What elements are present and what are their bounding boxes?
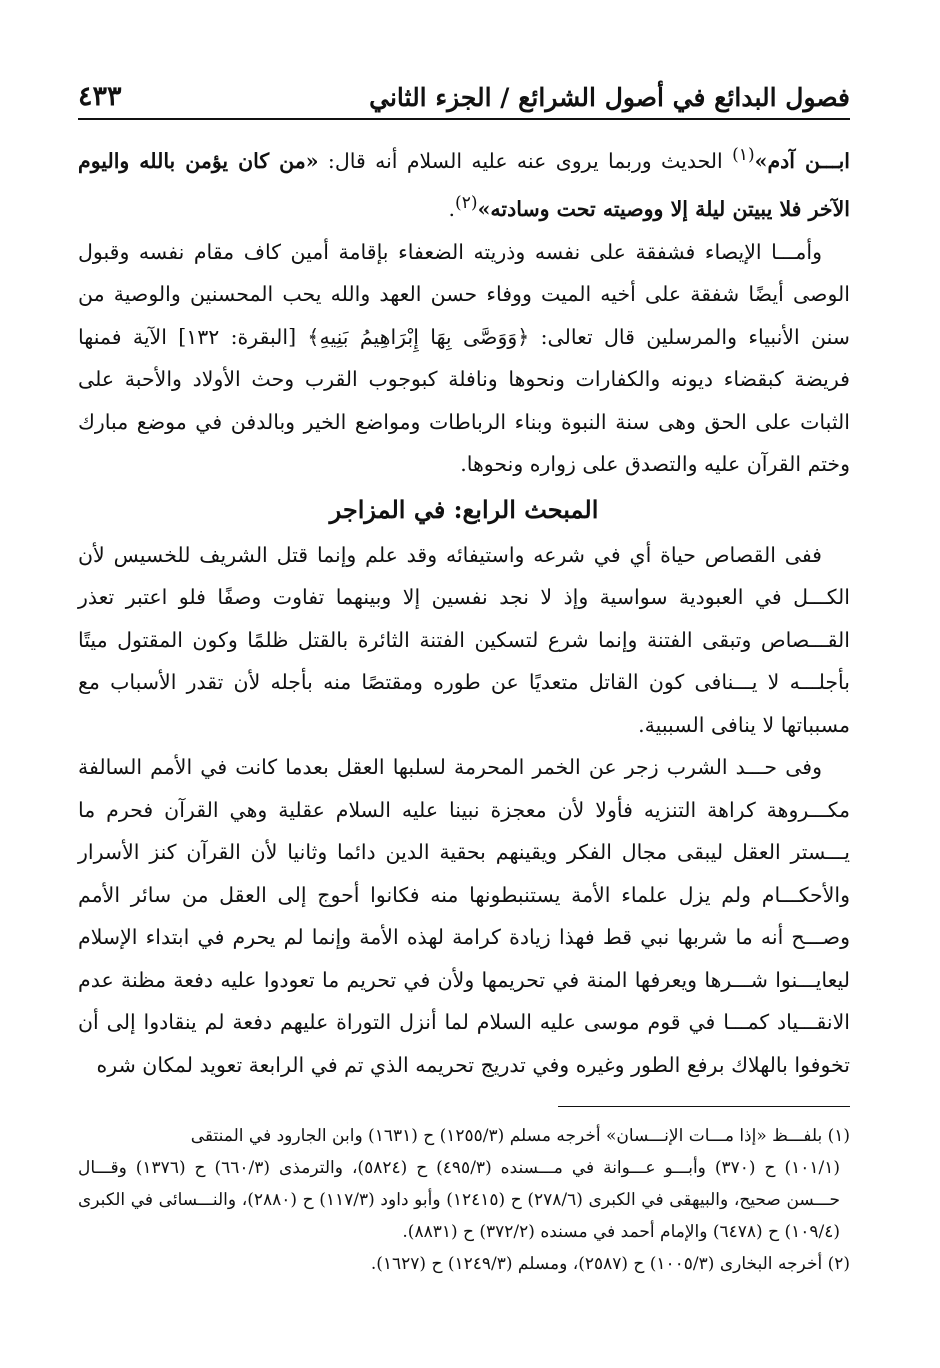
paragraph-2: وأمـــا الإيصاء فشفقة على نفسه وذريته الضعفاء بإقامة أمين كاف مقام نفسه وقبول الوصى أيضًا شفقة على أخيه الميت ووفاء حسن العهد والله يحب المحسنين والوصية من سنن الأنبياء والمرسلين قال تعالى: ﴿وَوَصَّى بِهَا إِبْرَاهِيمُ بَنِيهِ﴾ [البقرة: ١٣٢] الآية فمنها فريضة كبقضاء ديونه والكفارات ونحوها ونافلة كبوجوب القرب وحث الأولاد والأحبة على الثبات على الحق وهى سنة النبوة وبناء الرباطات ومواضع الخير وبالدفن في موضع مبارك وختم القرآن عليه والتصدق على زواره ونحوها.: [78, 239, 850, 477]
footnote-ref-2: (٢): [455, 193, 478, 214]
paragraph-1: [78, 134, 850, 231]
main-text: [78, 134, 850, 1086]
footnote-1-continuation: (١٠١/١) ح (٣٧٠) وأبـــو عـــوانة في مـــسنده (٤٩٥/٣) ح (٥٨٢٤)، والترمذى (٦٦٠/٣) ح (١٣٧٦) وقـــال حـــسن صحيح، والبيهقى في الكبرى (٢٧٨/٦) ح (١٢٤١٥) وأبو داود (١١٧/٣) ح (٢٨٨٠)، والنـــسائى في الكبرى (١٠٩/٤) ح (٦٤٧٨) والإمام أحمد في مسنده (٣٧٢/٢) ح (٨٨٣١).: [78, 1158, 841, 1242]
running-header: [78, 68, 850, 112]
paragraph-3: ففى القصاص حياة أي في شرعه واستيفائه وقد علم وإنما قتل الشريف للخسيس لأن الكـــل في العبودية سواسية وإذ لا نجد نفسين إلا وبينهما تفاوت وصفًا فلو اعتبر تعذر القـــصاص وتبقى الفتنة وإنما شرع لتسكين الفتنة الثائرة بالقتل ظلمًا وكون المقتول ميتًا بأجلـــه لا يـــنافى كون القاتل متعديًا عن طوره ومقتصًا منه بأجله لأن تقدر الأسباب مع مسبباتها لا ينافى السببية.: [78, 542, 850, 737]
section-heading: المبحث الرابع: في المزاجر: [329, 494, 599, 524]
hadith-quote-a: ابـــن آدم»: [754, 148, 850, 173]
header-title: فصول البدائع في أصول الشرائع / الجزء الثاني: [369, 83, 850, 112]
book-page: [78, 60, 850, 1330]
paragraph-1-text-b: .: [448, 197, 456, 222]
footnote-ref-1: (١): [732, 145, 755, 165]
hadith-quote-b: «من كان يؤمن بالله واليوم الآخر فلا يبيتن ليلة إلا ووصيته تحت وسادته»: [78, 148, 850, 222]
header-divider: [78, 118, 850, 120]
footnotes: [78, 1120, 850, 1280]
page-number: ٤٣٣: [78, 81, 122, 112]
footnote-1-first-line: (١) بلفـــظ «إذا مـــات الإنـــسان» أخرجه مسلم (١٢٥٥/٣) ح (١٦٣١) وابن الجارود في المنتقى: [190, 1126, 850, 1146]
paragraph-1-text-a: الحديث وربما يروى عنه عليه السلام أنه قال:: [318, 148, 733, 173]
footnote-2: (٢) أخرجه البخارى (١٠٠٥/٣) ح (٢٥٨٧)، ومسلم (١٢٤٩/٣) ح (١٦٢٧).: [370, 1254, 850, 1274]
footnote-divider: [558, 1106, 850, 1107]
paragraph-4: وفى حـــد الشرب زجر عن الخمر المحرمة لسلبها العقل بعدما كانت في الأمم السالفة مكـــروهة كراهة التنزيه فأولا لأن معجزة نبينا عليه السلام عقلية وهي القرآن فحرم ما يـــستر العقل ليبقى مجال الفكر ويقينهم بحقية الدين دائما وثانيا لأن القرآن كنز الأسرار والأحكـــام ولم يزل علماء الأمة يستنبطونها منه فكانوا أحوج إلى العقل من سائر الأمم وصـــح أنه ما شربها نبي قط فهذا زيادة كرامة لهذه الأمة وإنما لم يحرم في ابتداء الإسلام ليعايـــنوا شـــرها ويعرفها المنة في تحريمها ولأن في تحريم ما تعودوا عليه دفعة مظنة عدم الانقـــياد كمـــا في قوم موسى عليه السلام لما أنزل التوراة عليهم دفعة لم ينقادوا إلى أن تخوفوا بالهلاك برفع الطور وغيره وفي تدريج تحريمه الذي تم في الرابعة تعويد لمكان شره: [78, 755, 850, 1077]
